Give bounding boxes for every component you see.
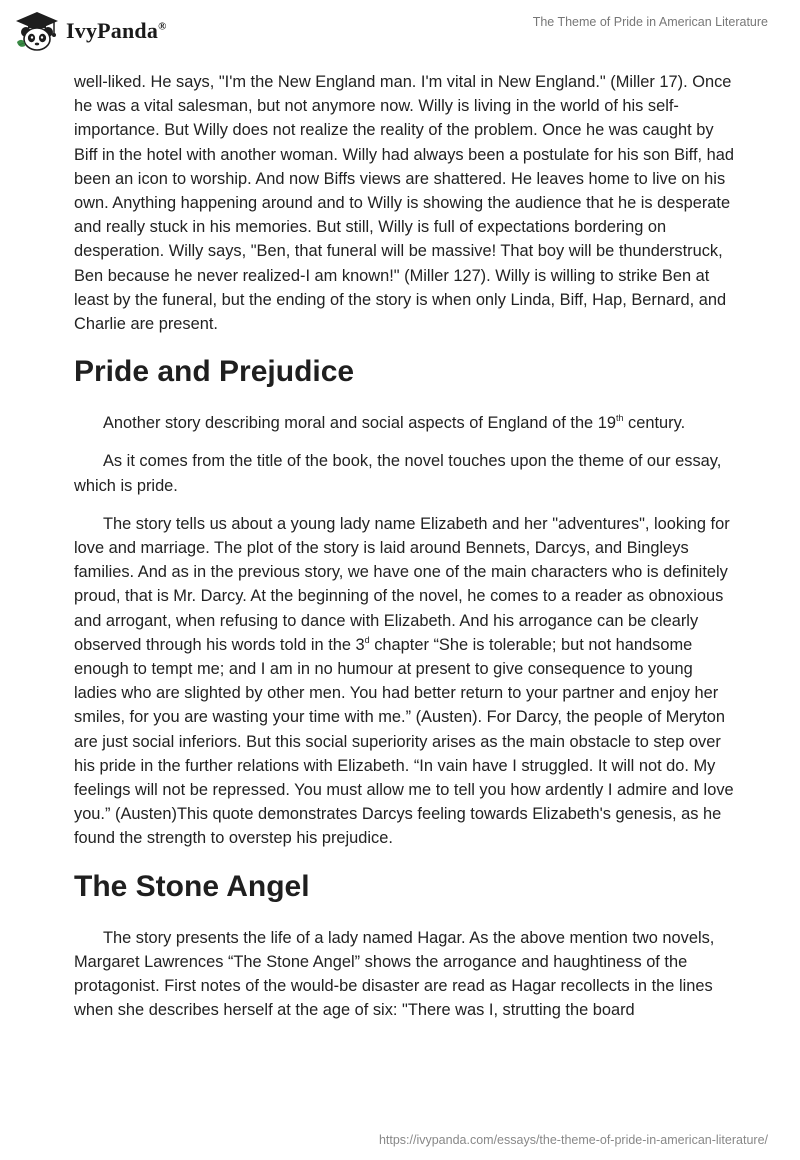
document-title: The Theme of Pride in American Literature [532, 15, 768, 29]
source-url-link[interactable]: https://ivypanda.com/essays/the-theme-of-pride-in-american-literature/ [378, 1133, 768, 1147]
paragraph: The story tells us about a young lady name Elizabeth and her "adventures", looking for love and marriage. The plot of the story is laid around Bennets, Darcys, and Bingleys families. And as in the previous story, we have one of the main characters who is definitely proud, that is Mr. Darcy. At the beginning of the novel, he comes to a reader as obnoxious and arrogant, when refusing to dance with Elizabeth. And his arrogance can be clearly observed through his words told in the 3$^d$ chapter “She is tolerable; but not handsome enough to tempt me; and I am in no humour at present to give consequence to young ladies who are slighted by other men. You had better return to your partner and enjoy her smiles, for you are wasting your time with me.” (Austen). For Darcy, the people of Meryton are just social inferiors. But this social superiority arises as the main obstacle to step over his pride in the further relations with Elizabeth. “In vain have I struggled. It will not do. My feelings will not be repressed. You must allow me to tell you how ardently I admire and love you.” (Austen)This quote demonstrates Darcys feeling towards Elizabeth's genesis, as he found the strength to overstep his prejudice. [74, 514, 734, 848]
paragraph: The story presents the life of a lady named Hagar. As the above mention two novels, Margaret Lawrences “The Stone Angel” shows the arrogance and haughtiness of the protagonist. First notes of the would-be disaster are read as Hagar recollects in the lines when she describes herself at the age of six: "There was I, strutting the board [74, 928, 715, 1020]
paragraph: Another story describing moral and social aspects of England of the 19th century. [103, 413, 686, 433]
registered-mark: ® [158, 20, 167, 33]
paragraph: As it comes from the title of the book, the novel touches upon the theme of our essay, which is pride. [74, 452, 722, 495]
intro-paragraph: well-liked. He says, "I'm the New England man. I'm vital in New England." (Miller 17). Once he was a vital salesman, but not anymore now. Willy is living in the world of his self-importance. But Willy does not realize the reality of the problem. Once he was caught by Biff in the hotel with another woman. Willy had always been a postulate for his son Biff, had been an icon to worship. And now Biffs views are shattered. He leaves home to live on his own. Anything happening around and to Willy is showing the audience that he is desperate and really stuck in his memories. But still, Willy is full of expectations bordering on desperation. Willy says, "Ben, that funeral will be massive! That boy will be thunderstruck, Ben because he never realized-I am known!" (Miller 127). Willy is willing to strike Ben at least by the funeral, but the ending of the story is when only Linda, Biff, Hap, Bernard, and Charlie are present. [74, 73, 734, 334]
panda-graduate-icon [14, 10, 60, 52]
ivypanda-logo[interactable] [14, 10, 167, 52]
essay-content [74, 70, 736, 1037]
section-heading-stone-angel: The Stone Angel [74, 869, 310, 903]
superscript: th [615, 413, 624, 424]
section-heading-pride-and-prejudice: Pride and Prejudice [74, 355, 355, 389]
logo-wordmark: IvyPanda® [66, 18, 167, 43]
page-header [0, 0, 800, 62]
superscript: d [364, 634, 370, 645]
